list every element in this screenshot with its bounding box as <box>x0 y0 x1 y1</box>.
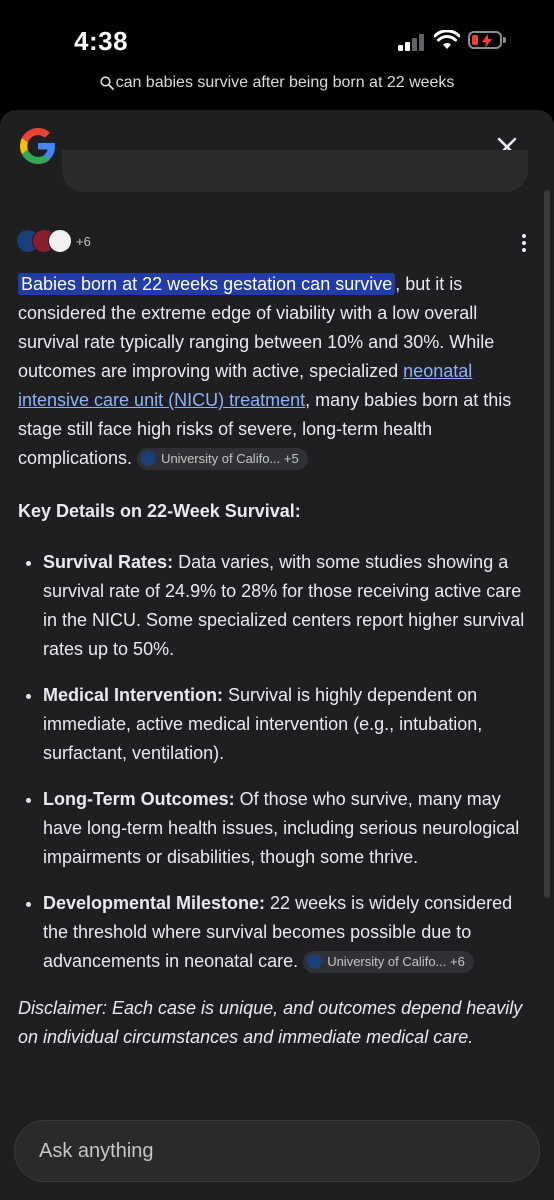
bullet-title: Survival Rates: <box>43 552 174 572</box>
list-item <box>43 681 536 768</box>
previous-result-card <box>62 150 528 192</box>
ask-anything-input[interactable] <box>14 1120 540 1182</box>
ai-overview-content <box>18 270 536 1052</box>
citation-chip[interactable] <box>303 951 474 973</box>
more-vert-icon[interactable] <box>516 232 532 254</box>
disclaimer-text: Disclaimer: Each case is unique, and outcomes depend heavily on individual circumstances and immediate medical care. <box>18 998 523 1047</box>
uc-davis-health-icon <box>307 954 322 969</box>
citation-chip[interactable] <box>137 448 308 470</box>
citation-chip-label: University of Califo... <box>161 451 281 467</box>
details-list <box>18 548 536 976</box>
cellular-signal-icon <box>398 33 428 51</box>
intro-text-2: , many babies born at this stage still face high risks of severe, long-term health complications. <box>18 390 512 468</box>
intro-text: , but it is considered the extreme edge of viability with a low overall survival rate typically ranging between 10% and 30%. While outcomes are improving with active, specialized <box>18 274 495 381</box>
intro-paragraph <box>18 270 536 473</box>
bullet-text: Survival is highly dependent on immediate, active medical intervention (e.g., intubation, surfactant, ventilation). <box>43 685 483 763</box>
bullet-text: Data varies, with some studies showing a survival rate of 24.9% to 28% for those receiving active care in the NICU. Some specialized centers report higher survival rates up to 50%. <box>43 552 525 659</box>
source-count: +6 <box>76 234 91 249</box>
source-icon-3 <box>48 229 72 253</box>
uc-davis-health-icon <box>141 451 156 466</box>
citation-chip-count: +6 <box>450 954 465 970</box>
bullet-title: Medical Intervention: <box>43 685 224 705</box>
list-item <box>43 548 536 664</box>
status-bar <box>0 0 554 78</box>
scrollbar-track[interactable] <box>544 190 550 898</box>
battery-icon <box>468 31 502 49</box>
citation-chip-count: +5 <box>283 451 299 467</box>
list-item <box>43 785 536 872</box>
ask-input-placeholder: Ask anything <box>39 1140 154 1162</box>
search-icon <box>100 76 114 90</box>
bullet-title: Long-Term Outcomes: <box>43 789 235 809</box>
ai-overview-panel <box>0 110 554 1200</box>
google-logo[interactable] <box>18 126 58 166</box>
highlighted-answer: Babies born at 22 weeks gestation can survive <box>18 273 395 295</box>
nicu-treatment-link[interactable]: neonatal intensive care unit (NICU) treatment <box>18 361 473 410</box>
bullet-text: Of those who survive, many may have long-term health issues, including serious neurological impairments or disabilities, though some thrive. <box>43 789 520 867</box>
search-query-text: can babies survive after being born at 22 weeks <box>115 74 455 91</box>
search-query-bar[interactable] <box>0 74 554 100</box>
citation-chip-label: University of Califo... <box>327 954 447 970</box>
section-heading: Key Details on 22-Week Survival: <box>18 501 301 521</box>
bullet-text: 22 weeks is widely considered the threshold where survival becomes possible due to advancements in neonatal care. <box>43 893 513 971</box>
wifi-icon <box>434 30 460 50</box>
status-time: 4:38 <box>74 26 129 56</box>
bullet-title: Developmental Milestone: <box>43 893 266 913</box>
list-item <box>43 889 536 976</box>
